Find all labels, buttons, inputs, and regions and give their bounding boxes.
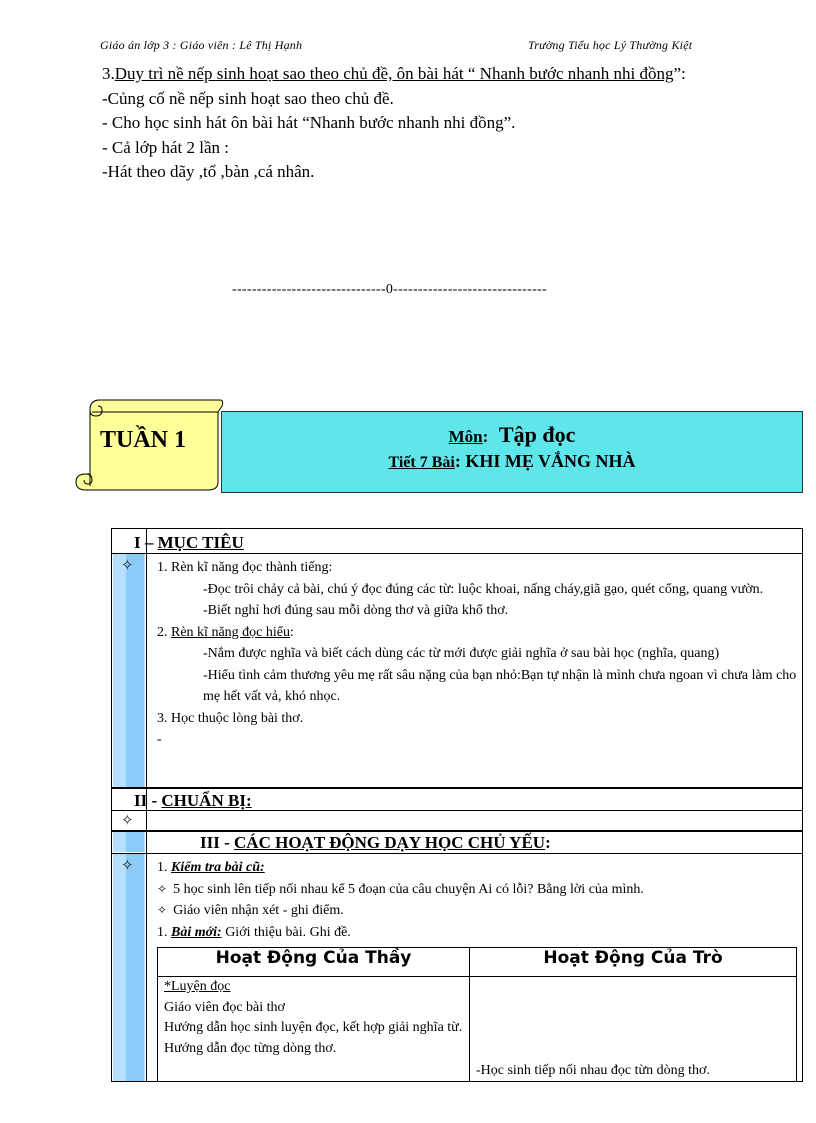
intro-line-2: - Cho học sinh hát ôn bài hát “Nhanh bước nhanh nhi đồng”. — [102, 113, 516, 132]
lesson-plan-table — [111, 528, 803, 1082]
header-left: Giáo án lớp 3 : Giáo viên : Lê Thị Hạnh — [100, 38, 303, 52]
period-label: Tiết 7 Bài — [388, 454, 455, 471]
section-3-title: III - CÁC HOẠT ĐỘNG DẠY HỌC CHỦ YẾU: — [200, 833, 551, 852]
header-right: Trường Tiểu học Lý Thường Kiệt — [528, 38, 693, 52]
section-1-title: I – MỤC TIÊU — [134, 533, 244, 552]
week-label: TUẦN 1 — [100, 427, 187, 453]
bullet-icon: ✧ — [157, 881, 168, 896]
student-column-header: Hoạt Động Của Trò — [470, 948, 797, 977]
intro-line-3: - Cả lớp hát 2 lần : — [102, 137, 230, 157]
section-divider: -------------------------------0------------------------------- — [232, 282, 547, 297]
section-3-body: 1. Kiểm tra bài cũ: ✧ 5 học sinh lên tiếp nối nhau kể 5 đoạn của câu chuyện Ai có lỗi? Bằng lời của mình. ✧ Giáo viên nhận xét - ghi điểm. 1. Bài mới: Giới thiệu bài. Ghi đề. — [157, 860, 644, 940]
diamond-icon: ✧ — [121, 856, 134, 874]
diamond-icon: ✧ — [121, 556, 134, 574]
intro-heading-text: Duy trì nề nếp sinh hoạt sao theo chủ đề, ôn bài hát “ Nhanh bước nhanh nhi đồng — [114, 64, 674, 83]
teacher-column-header: Hoạt Động Của Thầy — [158, 948, 470, 977]
old-lesson-check-label: Kiểm tra bài cũ: — [171, 860, 265, 875]
diamond-icon: ✧ — [121, 811, 134, 829]
gutter-stripe-inner — [126, 553, 144, 789]
intro-heading: 3.Duy trì nề nếp sinh hoạt sao theo chủ đề, ôn bài hát “ Nhanh bước nhanh nhi đồng”: — [102, 64, 686, 83]
section-1-body: 1. Rèn kĩ năng đọc thành tiếng: -Đọc trôi chảy cả bài, chú ý đọc đúng các từ: luộc khoai, nấng cháy,giã gạo, quét cổng, quang vườn. -Biết nghỉ hơi đúng sau mỗi dòng thơ và giữa khổ thơ. 2. Rèn kĩ năng đọc hiểu: -Nắm được nghĩa và biết cách dùng các từ mới được giải nghĩa ở sau bài học (nghĩa, quang) -Hiểu tình cảm thương yêu mẹ rất sâu nặng của bạn nhỏ:Bạn tự nhận là mình chưa ngoan vì chưa làm cho mẹ hết vất vả, khó nhọc. 3. Học thuộc lòng bài thơ. - — [157, 560, 797, 747]
new-lesson-label: Bài mới: — [171, 924, 222, 940]
bullet-icon: ✧ — [157, 903, 168, 917]
activity-row — [158, 977, 797, 1082]
intro-section — [102, 62, 742, 185]
student-activity-cell: -Học sinh tiếp nối nhau đọc từn dòng thơ. — [470, 977, 797, 1082]
subject-line: Môn: Tập đọc — [448, 422, 576, 447]
lesson-title-box — [221, 411, 803, 493]
intro-line-1: -Củng cố nề nếp sinh hoạt sao theo chủ đề. — [102, 88, 394, 108]
lesson-title: KHI MẸ VẮNG NHÀ — [465, 451, 636, 471]
section-2-title: II - CHUẨN BỊ: — [134, 791, 252, 810]
subject-name: Tập đọc — [498, 422, 576, 447]
subject-label: Môn — [448, 427, 483, 446]
activity-header-row — [158, 948, 797, 977]
intro-line-4: -Hát theo dãy ,tổ ,bàn ,cá nhân. — [102, 162, 315, 181]
teacher-activity-cell: *Luyện đọc Giáo viên đọc bài thơ Hướng dẫn học sinh luyện đọc, kết hợp giải nghĩa từ. Hướng dẫn đọc từng dòng thơ. — [158, 977, 470, 1082]
period-line: Tiết 7 Bài: KHI MẸ VẮNG NHÀ — [388, 451, 636, 471]
activity-table — [157, 947, 797, 1082]
